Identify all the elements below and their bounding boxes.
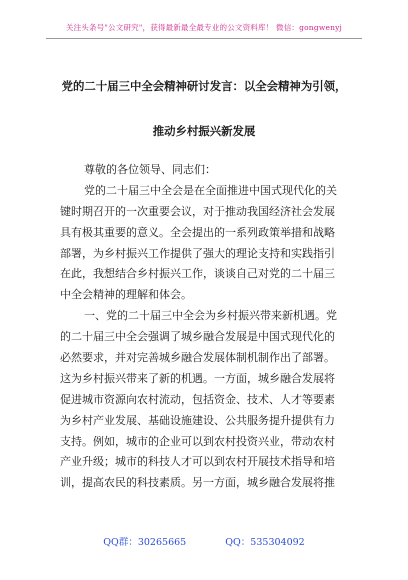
body-line: 在此，我想结合乡村振兴工作，谈谈自己对党的二十届三 (60, 267, 335, 281)
footer-contact (0, 534, 408, 548)
header-banner: 关注头条号"公文研究"，获得最新最全最专业的公文资料库！ 微信：gongwenyj (65, 23, 343, 32)
document-title-line2: 推动乡村振兴新发展 (152, 124, 256, 138)
body-line: 一、党的二十届三中全会为乡村振兴带来新机遇。党 (84, 309, 337, 323)
body-line: 支持。例如，城市的企业可以到农村投资兴业，带动农村 (60, 434, 335, 448)
body-line: 为乡村产业发展、基础设施建设、公共服务提升提供有力 (60, 413, 335, 427)
body-line: 具有极其重要的意义。全会提出的一系列政策举措和战略 (60, 225, 335, 239)
header-divider (46, 38, 362, 39)
body-line: 尊敬的各位领导、同志们： (84, 163, 216, 176)
body-line: 产业升级；城市的科技人才可以到农村开展技术指导和培 (60, 455, 335, 469)
body-line: 必然要求，并对完善城乡融合发展体制机制作出了部署。 (60, 351, 335, 365)
document-body (60, 160, 356, 494)
body-line: 促进城市资源向农村流动，包括资金、技术、人才等要素 (60, 392, 335, 406)
body-line: 这为乡村振兴带来了新的机遇。一方面，城乡融合发展将 (60, 371, 335, 385)
footer-qq-number: QQ：535304092 (225, 537, 305, 548)
body-line: 部署，为乡村振兴工作提供了强大的理论支持和实践指引 (60, 246, 335, 260)
body-line: 训，提高农民的科技素质。另一方面，城乡融合发展将推 (60, 476, 335, 490)
document-title-line1: 党的二十届三中全会精神研讨发言：以全会精神为引领， (61, 79, 347, 93)
footer-qq-group: QQ群：30265665 (103, 537, 187, 548)
body-line: 党的二十届三中全会是在全面推进中国式现代化的关 (84, 183, 337, 197)
body-line: 键时期召开的一次重要会议，对于推动我国经济社会发展 (60, 204, 335, 218)
body-line: 中全会精神的理解和体会。 (60, 288, 192, 302)
body-line: 的二十届三中全会强调了城乡融合发展是中国式现代化的 (60, 330, 335, 344)
